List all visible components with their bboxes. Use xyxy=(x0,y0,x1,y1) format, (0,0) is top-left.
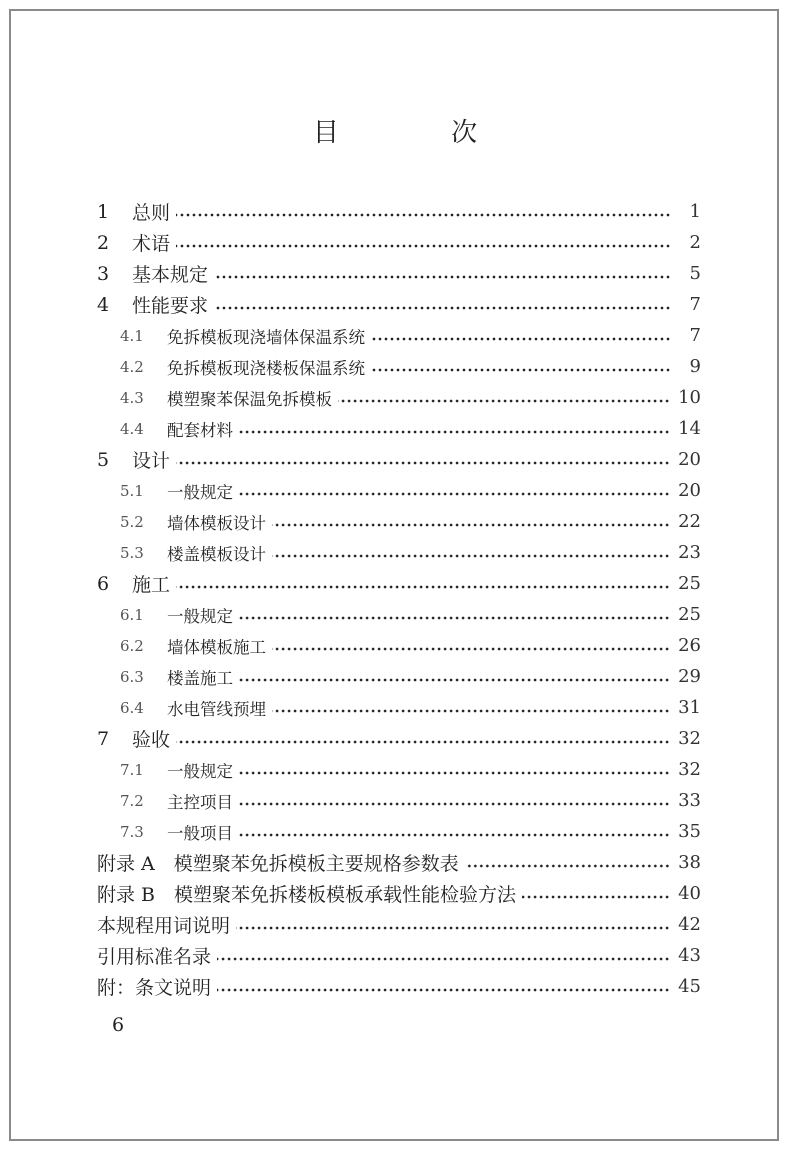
toc-entry[interactable] xyxy=(97,971,701,1002)
toc-entry[interactable] xyxy=(97,289,701,320)
toc-entry-number: 5.2 xyxy=(120,512,144,531)
toc-entry-number: 5.1 xyxy=(120,481,144,500)
toc-entry-title: 模塑聚苯保温免拆模板 xyxy=(167,389,332,409)
toc-entry-page: 14 xyxy=(678,418,701,439)
toc-entry-page: 20 xyxy=(678,480,701,501)
toc-entry-page: 25 xyxy=(678,573,701,594)
toc-entry[interactable] xyxy=(97,754,701,785)
toc-entry[interactable] xyxy=(97,816,701,847)
toc-entry[interactable] xyxy=(97,382,701,413)
dot-leader xyxy=(239,833,670,837)
dot-leader xyxy=(176,740,670,744)
toc-entry-title: 一般规定 xyxy=(167,482,233,502)
dot-leader xyxy=(176,213,671,217)
toc-entry-number: 6.3 xyxy=(120,667,144,686)
toc-entry[interactable] xyxy=(97,599,701,630)
toc-entry[interactable] xyxy=(97,506,701,537)
toc-entry-page: 31 xyxy=(678,697,701,718)
toc-entry-page: 5 xyxy=(689,263,701,284)
toc-entry[interactable] xyxy=(97,847,701,878)
toc-entry-page: 29 xyxy=(678,666,701,687)
toc-entry-page: 40 xyxy=(678,883,701,904)
toc-entry-page: 9 xyxy=(689,356,701,377)
toc-entry-page: 32 xyxy=(678,759,701,780)
toc-entry-page: 43 xyxy=(678,945,701,966)
toc-entry-number: 5 xyxy=(97,448,110,471)
toc-entry[interactable] xyxy=(97,227,701,258)
toc-entry-page: 23 xyxy=(678,542,701,563)
toc-entry-number: 4.3 xyxy=(120,388,144,407)
toc-entry-title: 墙体模板设计 xyxy=(167,513,266,533)
toc-entry[interactable] xyxy=(97,444,701,475)
toc-entry-page: 1 xyxy=(689,201,701,222)
toc-entry[interactable] xyxy=(97,909,701,940)
toc-entry[interactable] xyxy=(97,692,701,723)
toc-entry-title: 验收 xyxy=(132,729,171,751)
toc-entry-number: 1 xyxy=(97,200,110,223)
toc-entry[interactable] xyxy=(97,475,701,506)
toc-entry-number: 7 xyxy=(97,727,110,750)
toc-entry-page: 42 xyxy=(678,914,701,935)
page-title: 目 次 xyxy=(312,118,530,148)
toc-entry-page: 7 xyxy=(689,294,701,315)
toc-entry-page: 33 xyxy=(678,790,701,811)
toc-entry-page: 25 xyxy=(678,604,701,625)
toc-entry-title: 性能要求 xyxy=(132,295,209,317)
toc-entry-number: 7.3 xyxy=(120,822,144,841)
toc-entry-page: 45 xyxy=(678,976,701,997)
dot-leader xyxy=(272,709,670,713)
dot-leader xyxy=(522,895,670,899)
toc-entry[interactable] xyxy=(97,723,701,754)
dot-leader xyxy=(239,492,670,496)
toc-entry-title: 总则 xyxy=(132,202,171,224)
toc-entry-title: 基本规定 xyxy=(132,264,209,286)
toc-entry[interactable] xyxy=(97,661,701,692)
toc-entry-title: 水电管线预埋 xyxy=(167,699,266,719)
dot-leader xyxy=(272,554,670,558)
toc-entry-number: 6.2 xyxy=(120,636,144,655)
toc-entry-page: 32 xyxy=(678,728,701,749)
toc-entry-title: 本规程用词说明 xyxy=(97,915,231,937)
toc-entry-title: 附录 A 模塑聚苯免拆模板主要规格参数表 xyxy=(97,853,459,875)
toc-entry[interactable] xyxy=(97,568,701,599)
toc-entry-page: 22 xyxy=(678,511,701,532)
toc-entry[interactable] xyxy=(97,785,701,816)
dot-leader xyxy=(465,864,670,868)
dot-leader xyxy=(214,306,671,310)
page-number: 6 xyxy=(112,1014,125,1036)
toc-entry[interactable] xyxy=(97,630,701,661)
dot-leader xyxy=(272,647,670,651)
toc-entry-title: 楼盖施工 xyxy=(167,668,233,688)
toc-entry[interactable] xyxy=(97,413,701,444)
dot-leader xyxy=(371,337,671,341)
toc-entry-number: 5.3 xyxy=(120,543,144,562)
toc-entry-title: 一般项目 xyxy=(167,823,233,843)
toc-entry-number: 4 xyxy=(97,293,110,316)
dot-leader xyxy=(239,771,670,775)
toc-entry-title: 墙体模板施工 xyxy=(167,637,266,657)
toc-entry-title: 术语 xyxy=(132,233,171,255)
toc-entry-title: 施工 xyxy=(132,574,171,596)
toc-entry-number: 7.2 xyxy=(120,791,144,810)
toc-entry[interactable] xyxy=(97,940,701,971)
dot-leader xyxy=(176,461,670,465)
toc-entry-title: 免拆模板现浇楼板保温系统 xyxy=(167,358,365,378)
toc-entry-title: 附录 B 模塑聚苯免拆楼板模板承载性能检验方法 xyxy=(97,884,517,906)
dot-leader xyxy=(236,926,670,930)
toc-entry-title: 配套材料 xyxy=(167,420,233,440)
dot-leader xyxy=(239,430,670,434)
toc-entry-number: 4.4 xyxy=(120,419,144,438)
toc-entry-page: 20 xyxy=(678,449,701,470)
toc-entry[interactable] xyxy=(97,537,701,568)
toc-entry[interactable] xyxy=(97,878,701,909)
dot-leader xyxy=(239,802,670,806)
dot-leader xyxy=(338,399,670,403)
dot-leader xyxy=(217,957,670,961)
toc-entry-title: 一般规定 xyxy=(167,606,233,626)
toc-entry-number: 7.1 xyxy=(120,760,144,779)
toc-entry-page: 7 xyxy=(689,325,701,346)
toc-entry-title: 免拆模板现浇墙体保温系统 xyxy=(167,327,365,347)
toc-entry-page: 26 xyxy=(678,635,701,656)
dot-leader xyxy=(176,244,671,248)
toc-entry[interactable] xyxy=(97,320,701,351)
toc-entry-page: 38 xyxy=(678,852,701,873)
dot-leader xyxy=(239,678,670,682)
dot-leader xyxy=(272,523,670,527)
toc-entry-title: 主控项目 xyxy=(167,792,233,812)
dot-leader xyxy=(217,988,670,992)
dot-leader xyxy=(214,275,671,279)
toc-entry-title: 附：条文说明 xyxy=(97,977,212,999)
dot-leader xyxy=(239,616,670,620)
toc-entry-title: 一般规定 xyxy=(167,761,233,781)
toc-entry[interactable] xyxy=(97,351,701,382)
dot-leader xyxy=(176,585,670,589)
toc-entry-number: 4.1 xyxy=(120,326,144,345)
dot-leader xyxy=(371,368,671,372)
toc-entry-page: 2 xyxy=(689,232,701,253)
toc-entry-number: 3 xyxy=(97,262,110,285)
toc-entry-title: 引用标准名录 xyxy=(97,946,212,968)
toc-entry-title: 设计 xyxy=(132,450,171,472)
table-of-contents xyxy=(97,196,701,1002)
toc-entry-number: 6 xyxy=(97,572,110,595)
toc-entry[interactable] xyxy=(97,258,701,289)
toc-entry-page: 35 xyxy=(678,821,701,842)
toc-entry-number: 2 xyxy=(97,231,110,254)
toc-entry-title: 楼盖模板设计 xyxy=(167,544,266,564)
toc-entry-page: 10 xyxy=(678,387,701,408)
toc-entry-number: 6.1 xyxy=(120,605,144,624)
toc-entry[interactable] xyxy=(97,196,701,227)
toc-entry-number: 6.4 xyxy=(120,698,144,717)
toc-entry-number: 4.2 xyxy=(120,357,144,376)
